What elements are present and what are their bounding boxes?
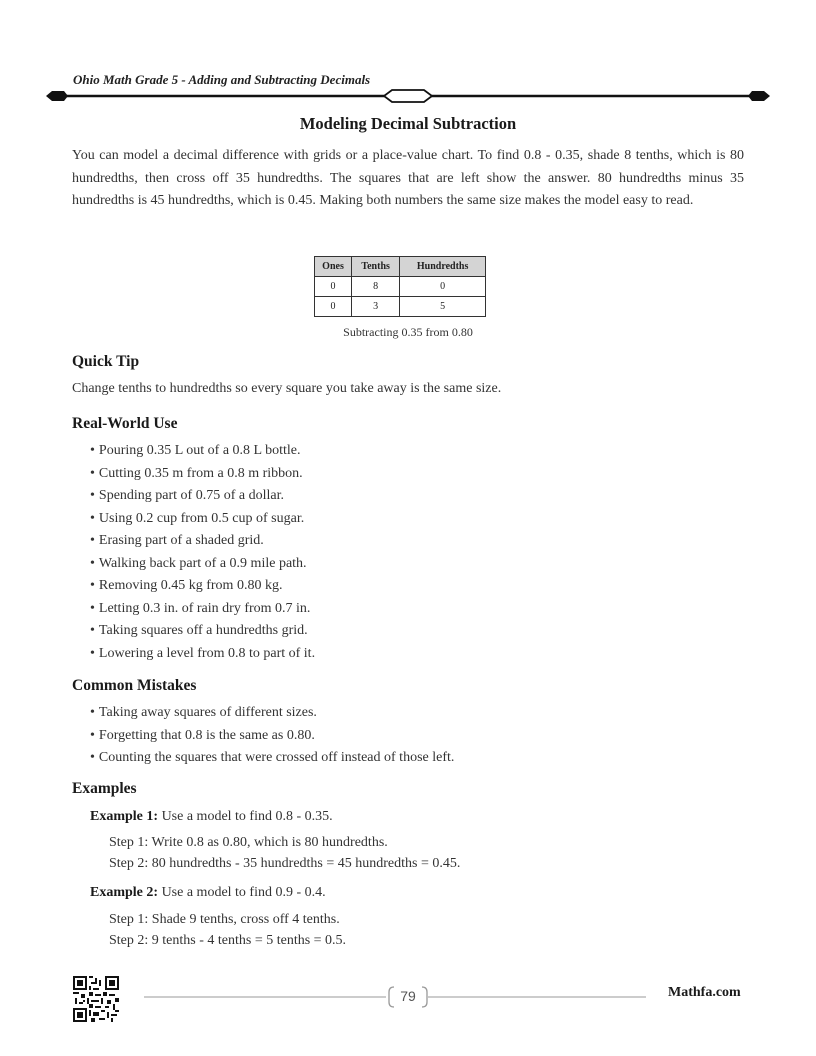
list-item: • Taking squares off a hundredths grid.	[90, 620, 315, 643]
column-header-hundredths: Hundredths	[400, 257, 486, 277]
table-header-row	[315, 257, 486, 277]
qr-code-icon	[73, 976, 119, 1022]
table-cell: 0	[400, 277, 486, 297]
page-title: Modeling Decimal Subtraction	[299, 114, 517, 133]
table-row	[315, 297, 486, 317]
list-item: • Letting 0.3 in. of rain dry from 0.7 in.	[90, 598, 315, 621]
examples-heading: Examples	[72, 780, 137, 797]
table-cell: 8	[352, 277, 400, 297]
table-cell: 0	[315, 297, 352, 317]
example-prompt: Use a model to find 0.8 - 0.35.	[161, 809, 333, 824]
list-item: • Cutting 0.35 m from a 0.8 m ribbon.	[90, 463, 315, 486]
header-divider	[44, 86, 772, 106]
table-cell: 5	[400, 297, 486, 317]
quick-tip-text: Change tenths to hundredths so every square you take away is the same size.	[72, 381, 502, 396]
example-step: Step 2: 80 hundredths - 35 hundredths = 45 hundredths = 0.45.	[109, 856, 461, 871]
list-item: • Taking away squares of different sizes.	[90, 702, 454, 725]
table-cell: 3	[352, 297, 400, 317]
mistakes-heading: Common Mistakes	[72, 677, 197, 694]
list-item: • Counting the squares that were crossed off instead of those left.	[90, 747, 454, 770]
column-header-ones: Ones	[315, 257, 352, 277]
list-item: • Using 0.2 cup from 0.5 cup of sugar.	[90, 508, 315, 531]
example-label: Example 1:	[90, 809, 159, 824]
running-header-title: Ohio Math Grade 5 - Adding and Subtracting Decimals	[73, 72, 371, 87]
real-world-list	[90, 440, 315, 665]
intro-paragraph: You can model a decimal difference with grids or a place-value chart. To find 0.8 - 0.35, shade 8 tenths, which is 80 hundredths, then cross off 35 hundredths. The squares that are left show the answer. 80 hundredths minus 35 hundredths is 45 hundredths, which is 0.45. Making both numbers the same size makes the model easy to read.	[72, 148, 744, 208]
example-step: Step 2: 9 tenths - 4 tenths = 5 tenths = 0.5.	[109, 933, 347, 948]
column-header-tenths: Tenths	[352, 257, 400, 277]
place-value-table	[314, 256, 486, 317]
site-name: Mathfa.com	[668, 985, 741, 1000]
example-label: Example 2:	[90, 885, 159, 900]
quick-tip-heading: Quick Tip	[72, 353, 140, 370]
example-step: Step 1: Shade 9 tenths, cross off 4 tenths.	[109, 912, 340, 927]
list-item: • Walking back part of a 0.9 mile path.	[90, 553, 315, 576]
page-number: 79	[400, 988, 416, 1004]
list-item: • Removing 0.45 kg from 0.80 kg.	[90, 575, 315, 598]
real-world-heading: Real-World Use	[72, 415, 178, 432]
table-row	[315, 277, 486, 297]
list-item: • Spending part of 0.75 of a dollar.	[90, 485, 315, 508]
list-item: • Forgetting that 0.8 is the same as 0.80.	[90, 725, 454, 748]
list-item: • Erasing part of a shaded grid.	[90, 530, 315, 553]
example-prompt: Use a model to find 0.9 - 0.4.	[161, 885, 326, 900]
list-item: • Pouring 0.35 L out of a 0.8 L bottle.	[90, 440, 315, 463]
mistakes-list	[90, 702, 454, 770]
list-item: • Lowering a level from 0.8 to part of it.	[90, 643, 315, 666]
example-2	[90, 885, 326, 901]
example-1	[90, 809, 333, 825]
table-caption: Subtracting 0.35 from 0.80	[343, 325, 473, 339]
table-cell: 0	[315, 277, 352, 297]
example-step: Step 1: Write 0.8 as 0.80, which is 80 hundredths.	[109, 835, 388, 850]
